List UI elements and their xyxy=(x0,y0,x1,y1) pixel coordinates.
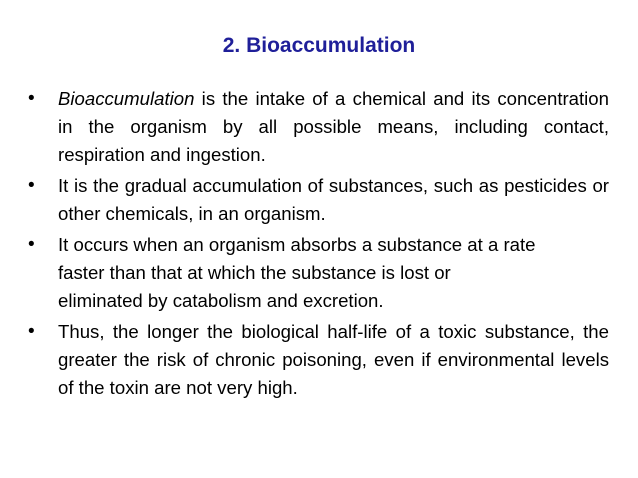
bullet-text xyxy=(58,85,609,169)
bullet-item xyxy=(27,231,609,315)
bullet-item xyxy=(27,172,609,228)
bullet-text: Thus, the longer the biological half-life of a toxic substance, the greater the risk of chronic poisoning, even if environmental levels of the toxin are not very high. xyxy=(58,321,609,398)
bullet-line: faster than that at which the substance is lost or xyxy=(58,262,451,283)
bullet-text: It is the gradual accumulation of substances, such as pesticides or other chemicals, in an organism. xyxy=(58,175,609,224)
bullet-text xyxy=(58,231,609,315)
bullet-marker: • xyxy=(28,321,35,342)
bullet-emphasis: Bioaccumulation xyxy=(58,88,195,109)
bullet-list xyxy=(27,85,609,405)
bullet-line: eliminated by catabolism and excretion. xyxy=(58,290,384,311)
bullet-item xyxy=(27,85,609,169)
bullet-item xyxy=(27,318,609,402)
bullet-marker: • xyxy=(28,234,35,255)
bullet-marker: • xyxy=(28,88,35,109)
bullet-line: It occurs when an organism absorbs a substance at a rate xyxy=(58,234,536,255)
bullet-marker: • xyxy=(28,175,35,196)
slide-title: 2. Bioaccumulation xyxy=(222,34,416,57)
bullet-body: is the intake of a chemical and its concentration in the organism by all possible means, including contact, respiration and ingestion. xyxy=(58,88,609,165)
